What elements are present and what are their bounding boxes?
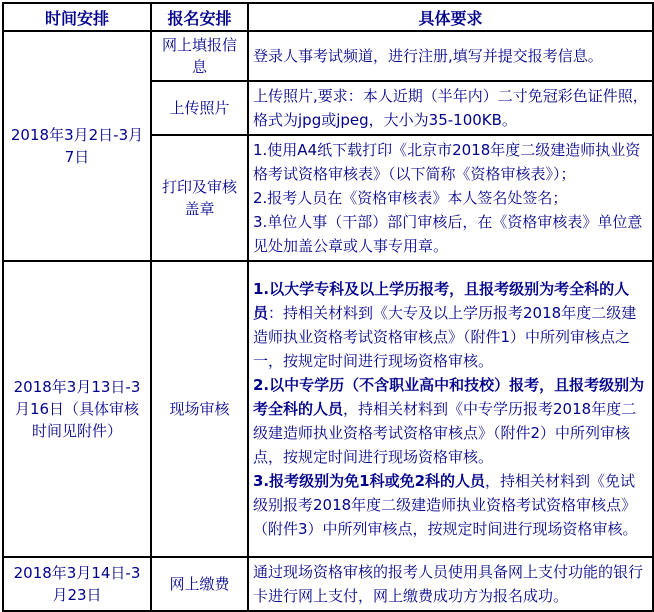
column-header-requirements: 具体要求 xyxy=(248,3,653,31)
step-cell: 网上填报信息 xyxy=(151,31,248,81)
requirement-text: 1.使用A4纸下载打印《北京市2018年度二级建造师执业资格考试资格审核表》（以下简称《资格审核表》）； xyxy=(253,141,641,183)
requirement-text: 3.单位人事（干部）部门审核后，在《资格审核表》单位意见处加盖公章或人事专用章。 xyxy=(253,213,643,255)
requirement-paragraph xyxy=(253,84,650,132)
requirement-lead-bold: 3.报考级别为免1科或免2科的人员 xyxy=(253,472,486,490)
step-cell: 网上缴费 xyxy=(151,557,248,611)
time-cell: 2018年3月13日-3月16日（具体审核时间见附件） xyxy=(3,261,151,557)
table-row xyxy=(3,261,653,557)
step-cell: 上传照片 xyxy=(151,81,248,135)
requirement-text: 通过现场资格审核的报考人员使用具备网上支付功能的银行卡进行网上支付，网上缴费成功方为报名成功。 xyxy=(253,563,644,605)
table-row xyxy=(3,31,653,81)
requirement-text: 2.报考人员在《资格审核表》本人签名处签名； xyxy=(253,189,568,207)
column-header-time: 时间安排 xyxy=(3,3,151,31)
requirement-paragraph xyxy=(253,186,650,210)
requirement-paragraph xyxy=(253,210,650,258)
step-cell: 打印及审核盖章 xyxy=(151,135,248,261)
requirement-paragraph xyxy=(253,469,650,541)
step-cell: 现场审核 xyxy=(151,261,248,557)
requirement-lead-bold: 1.以大学专科及以上学历报考，且报考级别为考全科的人员 xyxy=(253,280,630,322)
requirements-cell xyxy=(248,81,653,135)
time-cell: 2018年3月2日-3月7日 xyxy=(3,31,151,261)
requirement-paragraph xyxy=(253,373,650,469)
requirement-paragraph xyxy=(253,277,650,373)
requirements-cell xyxy=(248,135,653,261)
requirement-text: ：持相关材料到《大专及以上学历报考2018年度二级建造师执业资格考试资格审核点》（附件1）中所列审核点之一，按规定时间进行现场资格审核。 xyxy=(253,304,637,370)
requirement-text: 登录人事考试频道，进行注册,填写并提交报考信息。 xyxy=(253,47,603,65)
column-header-step: 报名安排 xyxy=(151,3,248,31)
requirement-lead-bold: 2.以中专学历（不含职业高中和技校）报考，且报考级别为考全科的人员 xyxy=(253,376,645,418)
requirements-cell xyxy=(248,557,653,611)
requirement-text: ，持相关材料到《中专学历报考2018年度二级建造师执业资格考试资格审核点》（附件2）中所列审核点，按规定时间进行现场资格审核。 xyxy=(253,400,637,466)
requirement-text: ，持相关材料到《免试级别报考2018年度二级建造师执业资格考试资格审核点》（附件3）中所列审核点，按规定时间进行现场资格审核。 xyxy=(253,472,638,538)
table-row xyxy=(3,557,653,611)
time-cell: 2018年3月14日-3月23日 xyxy=(3,557,151,611)
requirement-paragraph xyxy=(253,138,650,186)
requirements-cell xyxy=(248,261,653,557)
requirement-text: 上传照片,要求：本人近期（半年内）二寸免冠彩色证件照，格式为jpg或jpeg，大小为35-100KB。 xyxy=(253,87,648,129)
requirement-paragraph xyxy=(253,44,650,68)
requirement-paragraph xyxy=(253,560,650,608)
requirements-cell xyxy=(248,31,653,81)
registration-schedule-table xyxy=(2,2,654,612)
header-row xyxy=(3,3,653,31)
